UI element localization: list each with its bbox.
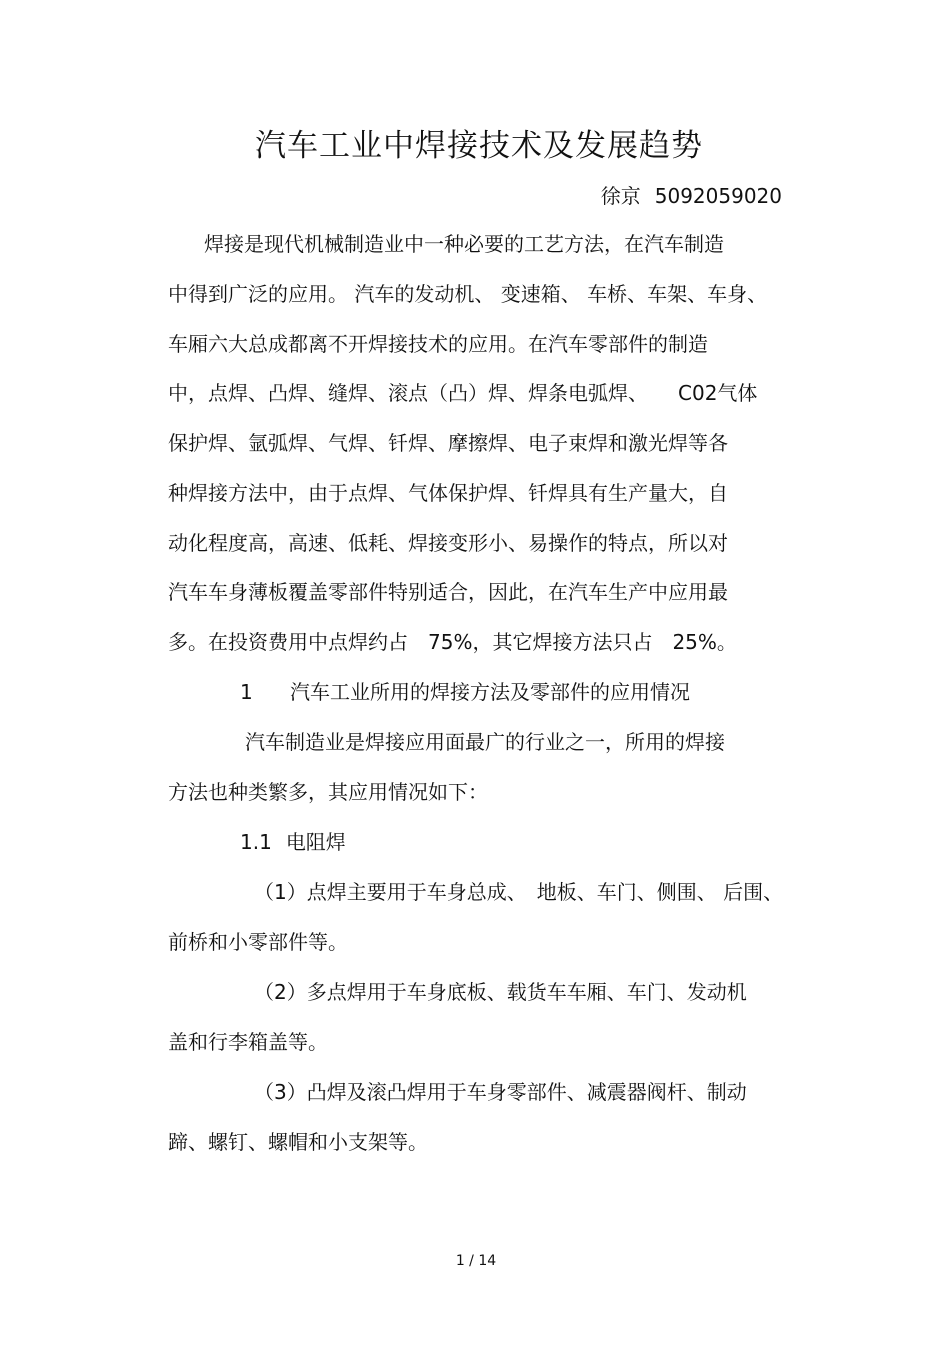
intro-line: 动化程度高，高速、低耗、焊接变形小、易操作的特点，所以对 [168, 531, 728, 555]
intro-line: 种焊接方法中，由于点焊、气体保护焊、钎焊具有生产量大，自 [168, 481, 728, 505]
intro-line: 多。在投资费用中点焊约占 75%，其它焊接方法只占 25%。 [168, 630, 737, 654]
author-id: 5092059020 [654, 184, 782, 208]
document-title: 汽车工业中焊接技术及发展趋势 [255, 128, 703, 164]
subsection-number: 1.1 [240, 830, 272, 854]
intro-line: 保护焊、氩弧焊、气焊、钎焊、摩擦焊、电子束焊和激光焊等各 [168, 431, 728, 455]
list-item-line: 蹄、螺钉、螺帽和小支架等。 [168, 1130, 428, 1154]
intro-line: 汽车车身薄板覆盖零部件特别适合，因此，在汽车生产中应用最 [168, 580, 728, 604]
intro-line: 车厢六大总成都离不开焊接技术的应用。在汽车零部件的制造 [168, 332, 708, 356]
section-heading [240, 678, 690, 706]
author-name: 徐京 [600, 184, 641, 208]
list-item-line: （3）凸焊及滚凸焊用于车身零部件、减震器阀杆、制动 [254, 1080, 747, 1104]
list-item-line: 前桥和小零部件等。 [168, 930, 348, 954]
list-item-line: （1）点焊主要用于车身总成、 地板、车门、侧围、 后围、 [254, 880, 784, 904]
intro-line: 焊接是现代机械制造业中一种必要的工艺方法，在汽车制造 [204, 232, 724, 256]
section-heading-text: 汽车工业所用的焊接方法及零部件的应用情况 [290, 680, 690, 704]
author-line [601, 180, 782, 209]
intro-line: 中得到广泛的应用。 汽车的发动机、 变速箱、 车桥、车架、车身、 [168, 282, 768, 306]
list-item-line: 盖和行李箱盖等。 [168, 1030, 328, 1054]
page-indicator: 1 / 14 [455, 1253, 497, 1269]
section-paragraph-line: 汽车制造业是焊接应用面最广的行业之一，所用的焊接 [245, 730, 725, 754]
section-paragraph-line: 方法也种类繁多，其应用情况如下： [168, 780, 488, 804]
intro-line: 中，点焊、凸焊、缝焊、滚点（凸）焊、焊条电弧焊、 C02气体 [168, 381, 758, 405]
section-number: 1 [240, 680, 253, 704]
subsection-heading-text: 电阻焊 [285, 830, 346, 854]
list-item-line: （2）多点焊用于车身底板、载货车车厢、车门、发动机 [254, 980, 747, 1004]
subsection-heading [240, 828, 346, 856]
